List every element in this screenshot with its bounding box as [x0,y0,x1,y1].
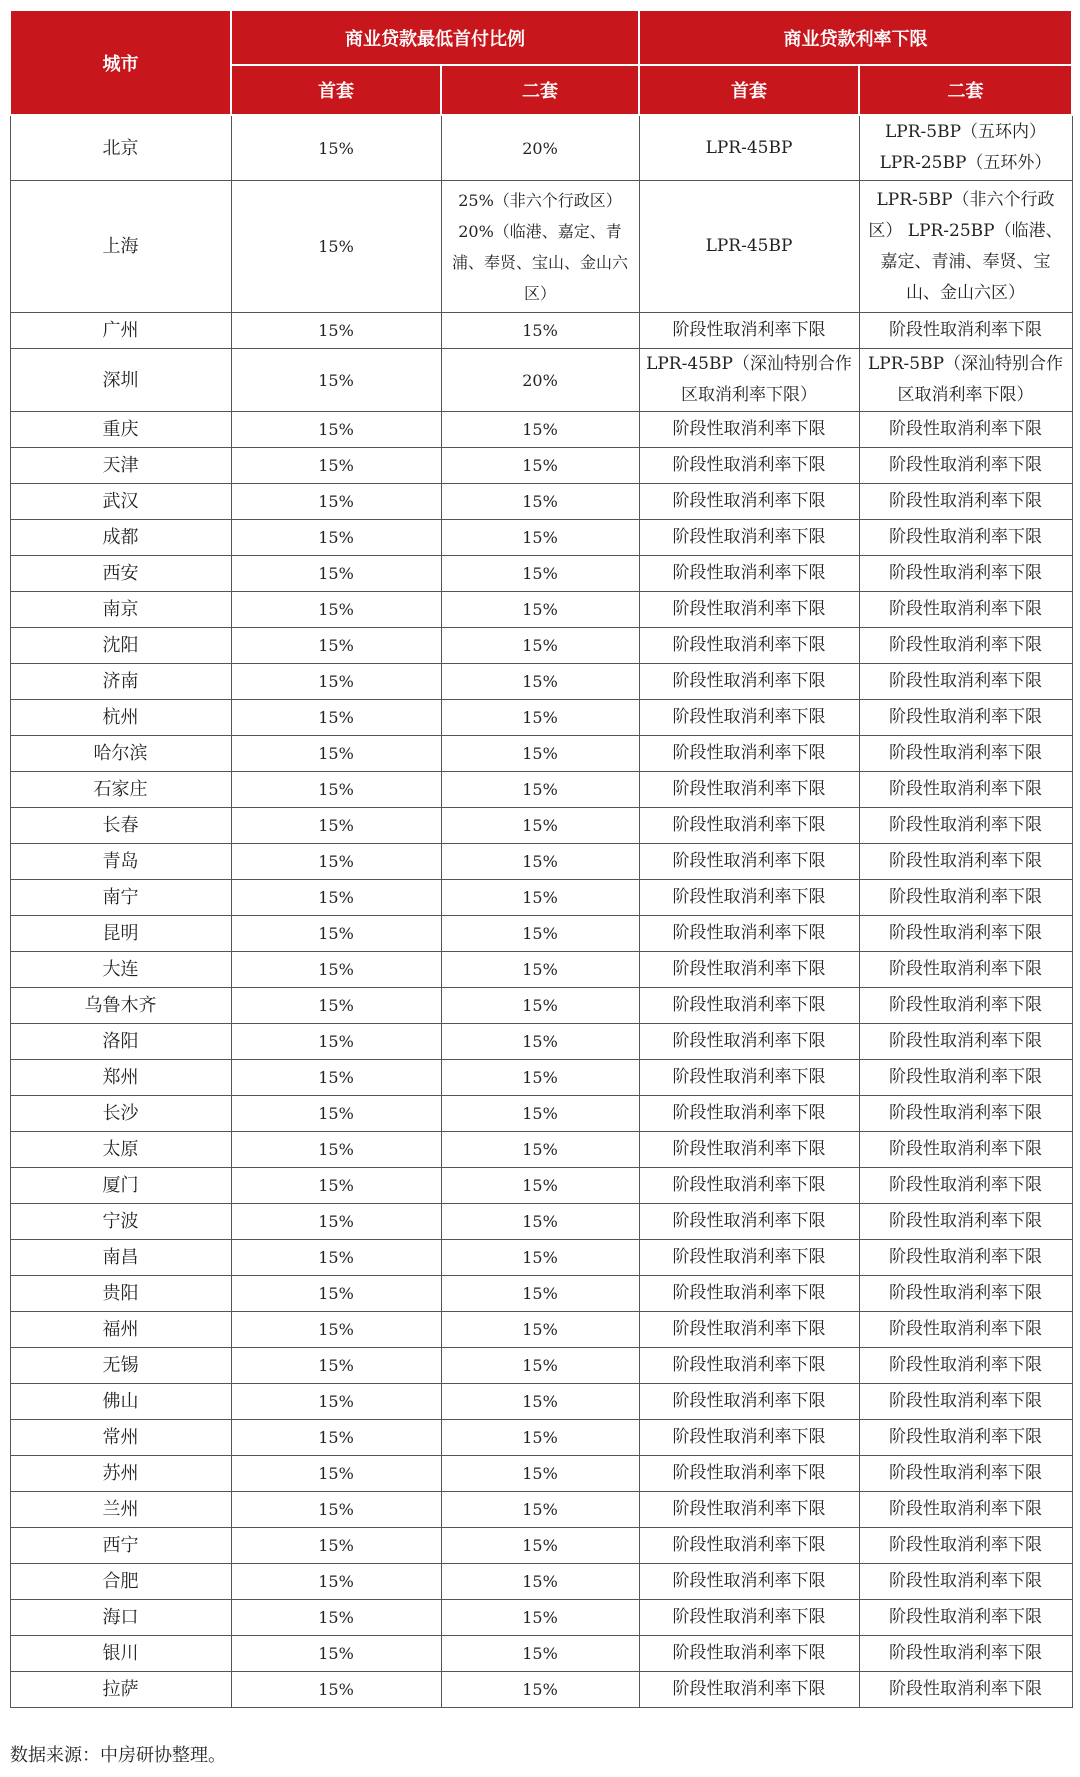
rate-floor-first-cell: 阶段性取消利率下限 [639,916,859,952]
rate-floor-first-cell: 阶段性取消利率下限 [639,1420,859,1456]
rate-floor-first-cell: 阶段性取消利率下限 [639,448,859,484]
down-payment-second-cell: 15% [441,1240,639,1276]
rate-floor-second-cell: 阶段性取消利率下限 [859,1312,1072,1348]
down-payment-second-cell: 20% [441,115,639,181]
down-payment-second-cell: 15% [441,1132,639,1168]
rate-floor-second-cell: 阶段性取消利率下限 [859,1528,1072,1564]
down-payment-second-cell: 15% [441,1312,639,1348]
rate-floor-second-cell: 阶段性取消利率下限 [859,952,1072,988]
rate-floor-first-cell: LPR-45BP [639,115,859,181]
rate-floor-first-cell: 阶段性取消利率下限 [639,1024,859,1060]
rate-floor-second-cell: 阶段性取消利率下限 [859,484,1072,520]
down-payment-second-cell: 15% [441,592,639,628]
table-row [10,1276,1072,1312]
table-row [10,115,1072,181]
table-row [10,736,1072,772]
down-payment-first-cell: 15% [231,880,441,916]
table-row [10,412,1072,448]
rate-floor-second-cell: LPR-5BP（五环内） LPR-25BP（五环外） [859,115,1072,181]
down-payment-second-cell: 15% [441,1276,639,1312]
city-cell: 西宁 [10,1528,231,1564]
down-payment-first-cell: 15% [231,1600,441,1636]
rate-floor-first-cell: LPR-45BP（深汕特别合作区取消利率下限） [639,349,859,412]
down-payment-first-cell: 15% [231,664,441,700]
down-payment-first-cell: 15% [231,1672,441,1708]
rate-floor-first-cell: 阶段性取消利率下限 [639,844,859,880]
down-payment-first-cell: 15% [231,1348,441,1384]
rate-floor-second-cell: 阶段性取消利率下限 [859,1564,1072,1600]
city-cell: 洛阳 [10,1024,231,1060]
down-payment-first-cell: 15% [231,808,441,844]
city-cell: 广州 [10,313,231,349]
city-cell: 南昌 [10,1240,231,1276]
rate-floor-first-cell: LPR-45BP [639,181,859,313]
city-cell: 苏州 [10,1456,231,1492]
down-payment-first-cell: 15% [231,1492,441,1528]
city-cell: 乌鲁木齐 [10,988,231,1024]
rate-floor-first-cell: 阶段性取消利率下限 [639,1348,859,1384]
rate-floor-second-cell: 阶段性取消利率下限 [859,592,1072,628]
down-payment-second-cell: 15% [441,448,639,484]
rate-floor-first-cell: 阶段性取消利率下限 [639,1528,859,1564]
rate-floor-second-cell: 阶段性取消利率下限 [859,1600,1072,1636]
table-row [10,1492,1072,1528]
rate-floor-first-cell: 阶段性取消利率下限 [639,664,859,700]
city-cell: 太原 [10,1132,231,1168]
down-payment-second-cell: 15% [441,556,639,592]
city-cell: 合肥 [10,1564,231,1600]
down-payment-first-cell: 15% [231,1024,441,1060]
down-payment-first-cell: 15% [231,181,441,313]
down-payment-first-cell: 15% [231,556,441,592]
city-cell: 常州 [10,1420,231,1456]
down-payment-first-cell: 15% [231,628,441,664]
table-row [10,1024,1072,1060]
city-cell: 南宁 [10,880,231,916]
city-cell: 福州 [10,1312,231,1348]
rate-floor-first-cell: 阶段性取消利率下限 [639,592,859,628]
down-payment-first-cell: 15% [231,1528,441,1564]
down-payment-second-cell: 15% [441,844,639,880]
down-payment-first-cell: 15% [231,1384,441,1420]
table-row [10,916,1072,952]
rate-floor-second-cell: 阶段性取消利率下限 [859,1384,1072,1420]
city-cell: 大连 [10,952,231,988]
rate-floor-second-cell: 阶段性取消利率下限 [859,448,1072,484]
rate-floor-first-cell: 阶段性取消利率下限 [639,1312,859,1348]
table-row [10,556,1072,592]
down-payment-second-cell: 15% [441,484,639,520]
table-row [10,484,1072,520]
table-row [10,349,1072,412]
city-cell: 昆明 [10,916,231,952]
down-payment-first-cell: 15% [231,349,441,412]
down-payment-second-cell: 15% [441,1636,639,1672]
down-payment-second-cell: 15% [441,664,639,700]
table-row [10,700,1072,736]
down-payment-first-cell: 15% [231,412,441,448]
city-cell: 长沙 [10,1096,231,1132]
down-payment-second-cell: 15% [441,1420,639,1456]
header-rate-floor-group: 商业贷款利率下限 [639,10,1072,65]
table-row [10,844,1072,880]
table-row [10,988,1072,1024]
down-payment-second-cell: 20% [441,349,639,412]
down-payment-second-cell: 15% [441,1204,639,1240]
header-city: 城市 [10,10,231,115]
table-row [10,1636,1072,1672]
rate-floor-second-cell: 阶段性取消利率下限 [859,700,1072,736]
table-row [10,1204,1072,1240]
down-payment-first-cell: 15% [231,1420,441,1456]
table-row [10,1168,1072,1204]
rate-floor-first-cell: 阶段性取消利率下限 [639,1456,859,1492]
down-payment-second-cell: 15% [441,808,639,844]
city-cell: 银川 [10,1636,231,1672]
city-cell: 厦门 [10,1168,231,1204]
city-cell: 西安 [10,556,231,592]
down-payment-first-cell: 15% [231,700,441,736]
city-cell: 杭州 [10,700,231,736]
rate-floor-first-cell: 阶段性取消利率下限 [639,1636,859,1672]
down-payment-first-cell: 15% [231,1564,441,1600]
table-row [10,1312,1072,1348]
rate-floor-second-cell: 阶段性取消利率下限 [859,1276,1072,1312]
table-body [10,115,1072,1708]
city-cell: 青岛 [10,844,231,880]
table-row [10,1348,1072,1384]
city-cell: 郑州 [10,1060,231,1096]
rate-floor-second-cell: LPR-5BP（深汕特别合作区取消利率下限） [859,349,1072,412]
rate-floor-second-cell: 阶段性取消利率下限 [859,1060,1072,1096]
down-payment-first-cell: 15% [231,1312,441,1348]
down-payment-second-cell: 15% [441,1024,639,1060]
table-row [10,1060,1072,1096]
rate-floor-second-cell: 阶段性取消利率下限 [859,844,1072,880]
rate-floor-first-cell: 阶段性取消利率下限 [639,1132,859,1168]
down-payment-first-cell: 15% [231,952,441,988]
table-row [10,880,1072,916]
rate-floor-first-cell: 阶段性取消利率下限 [639,1600,859,1636]
down-payment-second-cell: 15% [441,1672,639,1708]
table-row [10,808,1072,844]
rate-floor-second-cell: 阶段性取消利率下限 [859,772,1072,808]
city-cell: 成都 [10,520,231,556]
table-row [10,1132,1072,1168]
down-payment-second-cell: 15% [441,628,639,664]
down-payment-first-cell: 15% [231,1204,441,1240]
table-row [10,772,1072,808]
rate-floor-second-cell: 阶段性取消利率下限 [859,1240,1072,1276]
rate-floor-first-cell: 阶段性取消利率下限 [639,700,859,736]
down-payment-first-cell: 15% [231,448,441,484]
rate-floor-second-cell: 阶段性取消利率下限 [859,1132,1072,1168]
down-payment-second-cell: 15% [441,952,639,988]
down-payment-second-cell: 15% [441,736,639,772]
rate-floor-first-cell: 阶段性取消利率下限 [639,1276,859,1312]
down-payment-first-cell: 15% [231,844,441,880]
rate-floor-second-cell: 阶段性取消利率下限 [859,1492,1072,1528]
down-payment-second-cell: 15% [441,1384,639,1420]
down-payment-second-cell: 15% [441,1348,639,1384]
header-rate-second: 二套 [859,65,1072,115]
down-payment-second-cell: 15% [441,412,639,448]
rate-floor-second-cell: 阶段性取消利率下限 [859,520,1072,556]
city-cell: 贵阳 [10,1276,231,1312]
table-row [10,1456,1072,1492]
rate-floor-first-cell: 阶段性取消利率下限 [639,988,859,1024]
rate-floor-first-cell: 阶段性取消利率下限 [639,1168,859,1204]
down-payment-second-cell: 15% [441,1060,639,1096]
rate-floor-second-cell: 阶段性取消利率下限 [859,556,1072,592]
data-source-note: 数据来源：中房研协整理。 [10,1745,226,1766]
down-payment-second-cell: 15% [441,1456,639,1492]
rate-floor-first-cell: 阶段性取消利率下限 [639,1204,859,1240]
rate-floor-second-cell: 阶段性取消利率下限 [859,313,1072,349]
down-payment-second-cell: 15% [441,700,639,736]
rate-floor-second-cell: 阶段性取消利率下限 [859,808,1072,844]
table-row [10,1096,1072,1132]
table-row [10,1384,1072,1420]
city-cell: 天津 [10,448,231,484]
rate-floor-first-cell: 阶段性取消利率下限 [639,880,859,916]
header-down-payment-group: 商业贷款最低首付比例 [231,10,639,65]
city-cell: 武汉 [10,484,231,520]
down-payment-second-cell: 15% [441,1528,639,1564]
city-cell: 南京 [10,592,231,628]
city-cell: 无锡 [10,1348,231,1384]
down-payment-first-cell: 15% [231,1456,441,1492]
table-row [10,592,1072,628]
down-payment-first-cell: 15% [231,1096,441,1132]
city-cell: 兰州 [10,1492,231,1528]
rate-floor-second-cell: 阶段性取消利率下限 [859,988,1072,1024]
down-payment-second-cell: 15% [441,1492,639,1528]
table-row [10,520,1072,556]
rate-floor-first-cell: 阶段性取消利率下限 [639,484,859,520]
rate-floor-second-cell: 阶段性取消利率下限 [859,1096,1072,1132]
rate-floor-second-cell: 阶段性取消利率下限 [859,880,1072,916]
table-row [10,313,1072,349]
city-cell: 重庆 [10,412,231,448]
rate-floor-first-cell: 阶段性取消利率下限 [639,628,859,664]
rate-floor-first-cell: 阶段性取消利率下限 [639,313,859,349]
down-payment-second-cell: 15% [441,1600,639,1636]
rate-floor-second-cell: 阶段性取消利率下限 [859,1636,1072,1672]
rate-floor-second-cell: 阶段性取消利率下限 [859,664,1072,700]
rate-floor-second-cell: 阶段性取消利率下限 [859,628,1072,664]
city-cell: 沈阳 [10,628,231,664]
rate-floor-second-cell: 阶段性取消利率下限 [859,1348,1072,1384]
table-row [10,664,1072,700]
rate-floor-first-cell: 阶段性取消利率下限 [639,1672,859,1708]
down-payment-first-cell: 15% [231,313,441,349]
rate-floor-first-cell: 阶段性取消利率下限 [639,736,859,772]
rate-floor-first-cell: 阶段性取消利率下限 [639,1564,859,1600]
down-payment-second-cell: 15% [441,988,639,1024]
rate-floor-second-cell: 阶段性取消利率下限 [859,1672,1072,1708]
table-row [10,628,1072,664]
table-row [10,1240,1072,1276]
table-row [10,1564,1072,1600]
down-payment-second-cell: 15% [441,313,639,349]
rate-floor-first-cell: 阶段性取消利率下限 [639,808,859,844]
rate-floor-second-cell: 阶段性取消利率下限 [859,916,1072,952]
header-dp-second: 二套 [441,65,639,115]
city-cell: 拉萨 [10,1672,231,1708]
down-payment-first-cell: 15% [231,1276,441,1312]
city-cell: 北京 [10,115,231,181]
rate-floor-second-cell: 阶段性取消利率下限 [859,1024,1072,1060]
city-cell: 上海 [10,181,231,313]
down-payment-first-cell: 15% [231,1636,441,1672]
down-payment-first-cell: 15% [231,772,441,808]
rate-floor-second-cell: 阶段性取消利率下限 [859,1204,1072,1240]
table-row [10,1600,1072,1636]
down-payment-first-cell: 15% [231,520,441,556]
table-row [10,952,1072,988]
rate-floor-second-cell: 阶段性取消利率下限 [859,1168,1072,1204]
rate-floor-first-cell: 阶段性取消利率下限 [639,952,859,988]
down-payment-second-cell: 25%（非六个行政区） 20%（临港、嘉定、青浦、奉贤、宝山、金山六区） [441,181,639,313]
table-header [10,10,1072,115]
city-cell: 长春 [10,808,231,844]
down-payment-second-cell: 15% [441,1096,639,1132]
down-payment-first-cell: 15% [231,592,441,628]
rate-floor-first-cell: 阶段性取消利率下限 [639,1492,859,1528]
table-row [10,1420,1072,1456]
policy-table-container [9,9,1071,1708]
down-payment-second-cell: 15% [441,1168,639,1204]
rate-floor-second-cell: LPR-5BP（非六个行政区） LPR-25BP（临港、嘉定、青浦、奉贤、宝山、金山六区） [859,181,1072,313]
rate-floor-first-cell: 阶段性取消利率下限 [639,1384,859,1420]
down-payment-second-cell: 15% [441,916,639,952]
down-payment-first-cell: 15% [231,1060,441,1096]
down-payment-second-cell: 15% [441,520,639,556]
rate-floor-first-cell: 阶段性取消利率下限 [639,772,859,808]
rate-floor-first-cell: 阶段性取消利率下限 [639,1060,859,1096]
city-cell: 深圳 [10,349,231,412]
down-payment-first-cell: 15% [231,1168,441,1204]
rate-floor-second-cell: 阶段性取消利率下限 [859,1420,1072,1456]
down-payment-first-cell: 15% [231,1132,441,1168]
rate-floor-second-cell: 阶段性取消利率下限 [859,736,1072,772]
rate-floor-first-cell: 阶段性取消利率下限 [639,1096,859,1132]
table-row [10,448,1072,484]
down-payment-second-cell: 15% [441,1564,639,1600]
city-cell: 石家庄 [10,772,231,808]
city-cell: 海口 [10,1600,231,1636]
rate-floor-first-cell: 阶段性取消利率下限 [639,1240,859,1276]
table-row [10,181,1072,313]
city-cell: 哈尔滨 [10,736,231,772]
table-row [10,1672,1072,1708]
rate-floor-first-cell: 阶段性取消利率下限 [639,556,859,592]
city-cell: 济南 [10,664,231,700]
down-payment-second-cell: 15% [441,772,639,808]
down-payment-first-cell: 15% [231,988,441,1024]
header-dp-first: 首套 [231,65,441,115]
rate-floor-second-cell: 阶段性取消利率下限 [859,412,1072,448]
down-payment-first-cell: 15% [231,916,441,952]
down-payment-first-cell: 15% [231,1240,441,1276]
city-cell: 宁波 [10,1204,231,1240]
down-payment-second-cell: 15% [441,880,639,916]
table-row [10,1528,1072,1564]
down-payment-first-cell: 15% [231,484,441,520]
down-payment-first-cell: 15% [231,736,441,772]
down-payment-first-cell: 15% [231,115,441,181]
rate-floor-first-cell: 阶段性取消利率下限 [639,520,859,556]
rate-floor-second-cell: 阶段性取消利率下限 [859,1456,1072,1492]
loan-policy-table [9,9,1073,1708]
city-cell: 佛山 [10,1384,231,1420]
rate-floor-first-cell: 阶段性取消利率下限 [639,412,859,448]
header-rate-first: 首套 [639,65,859,115]
